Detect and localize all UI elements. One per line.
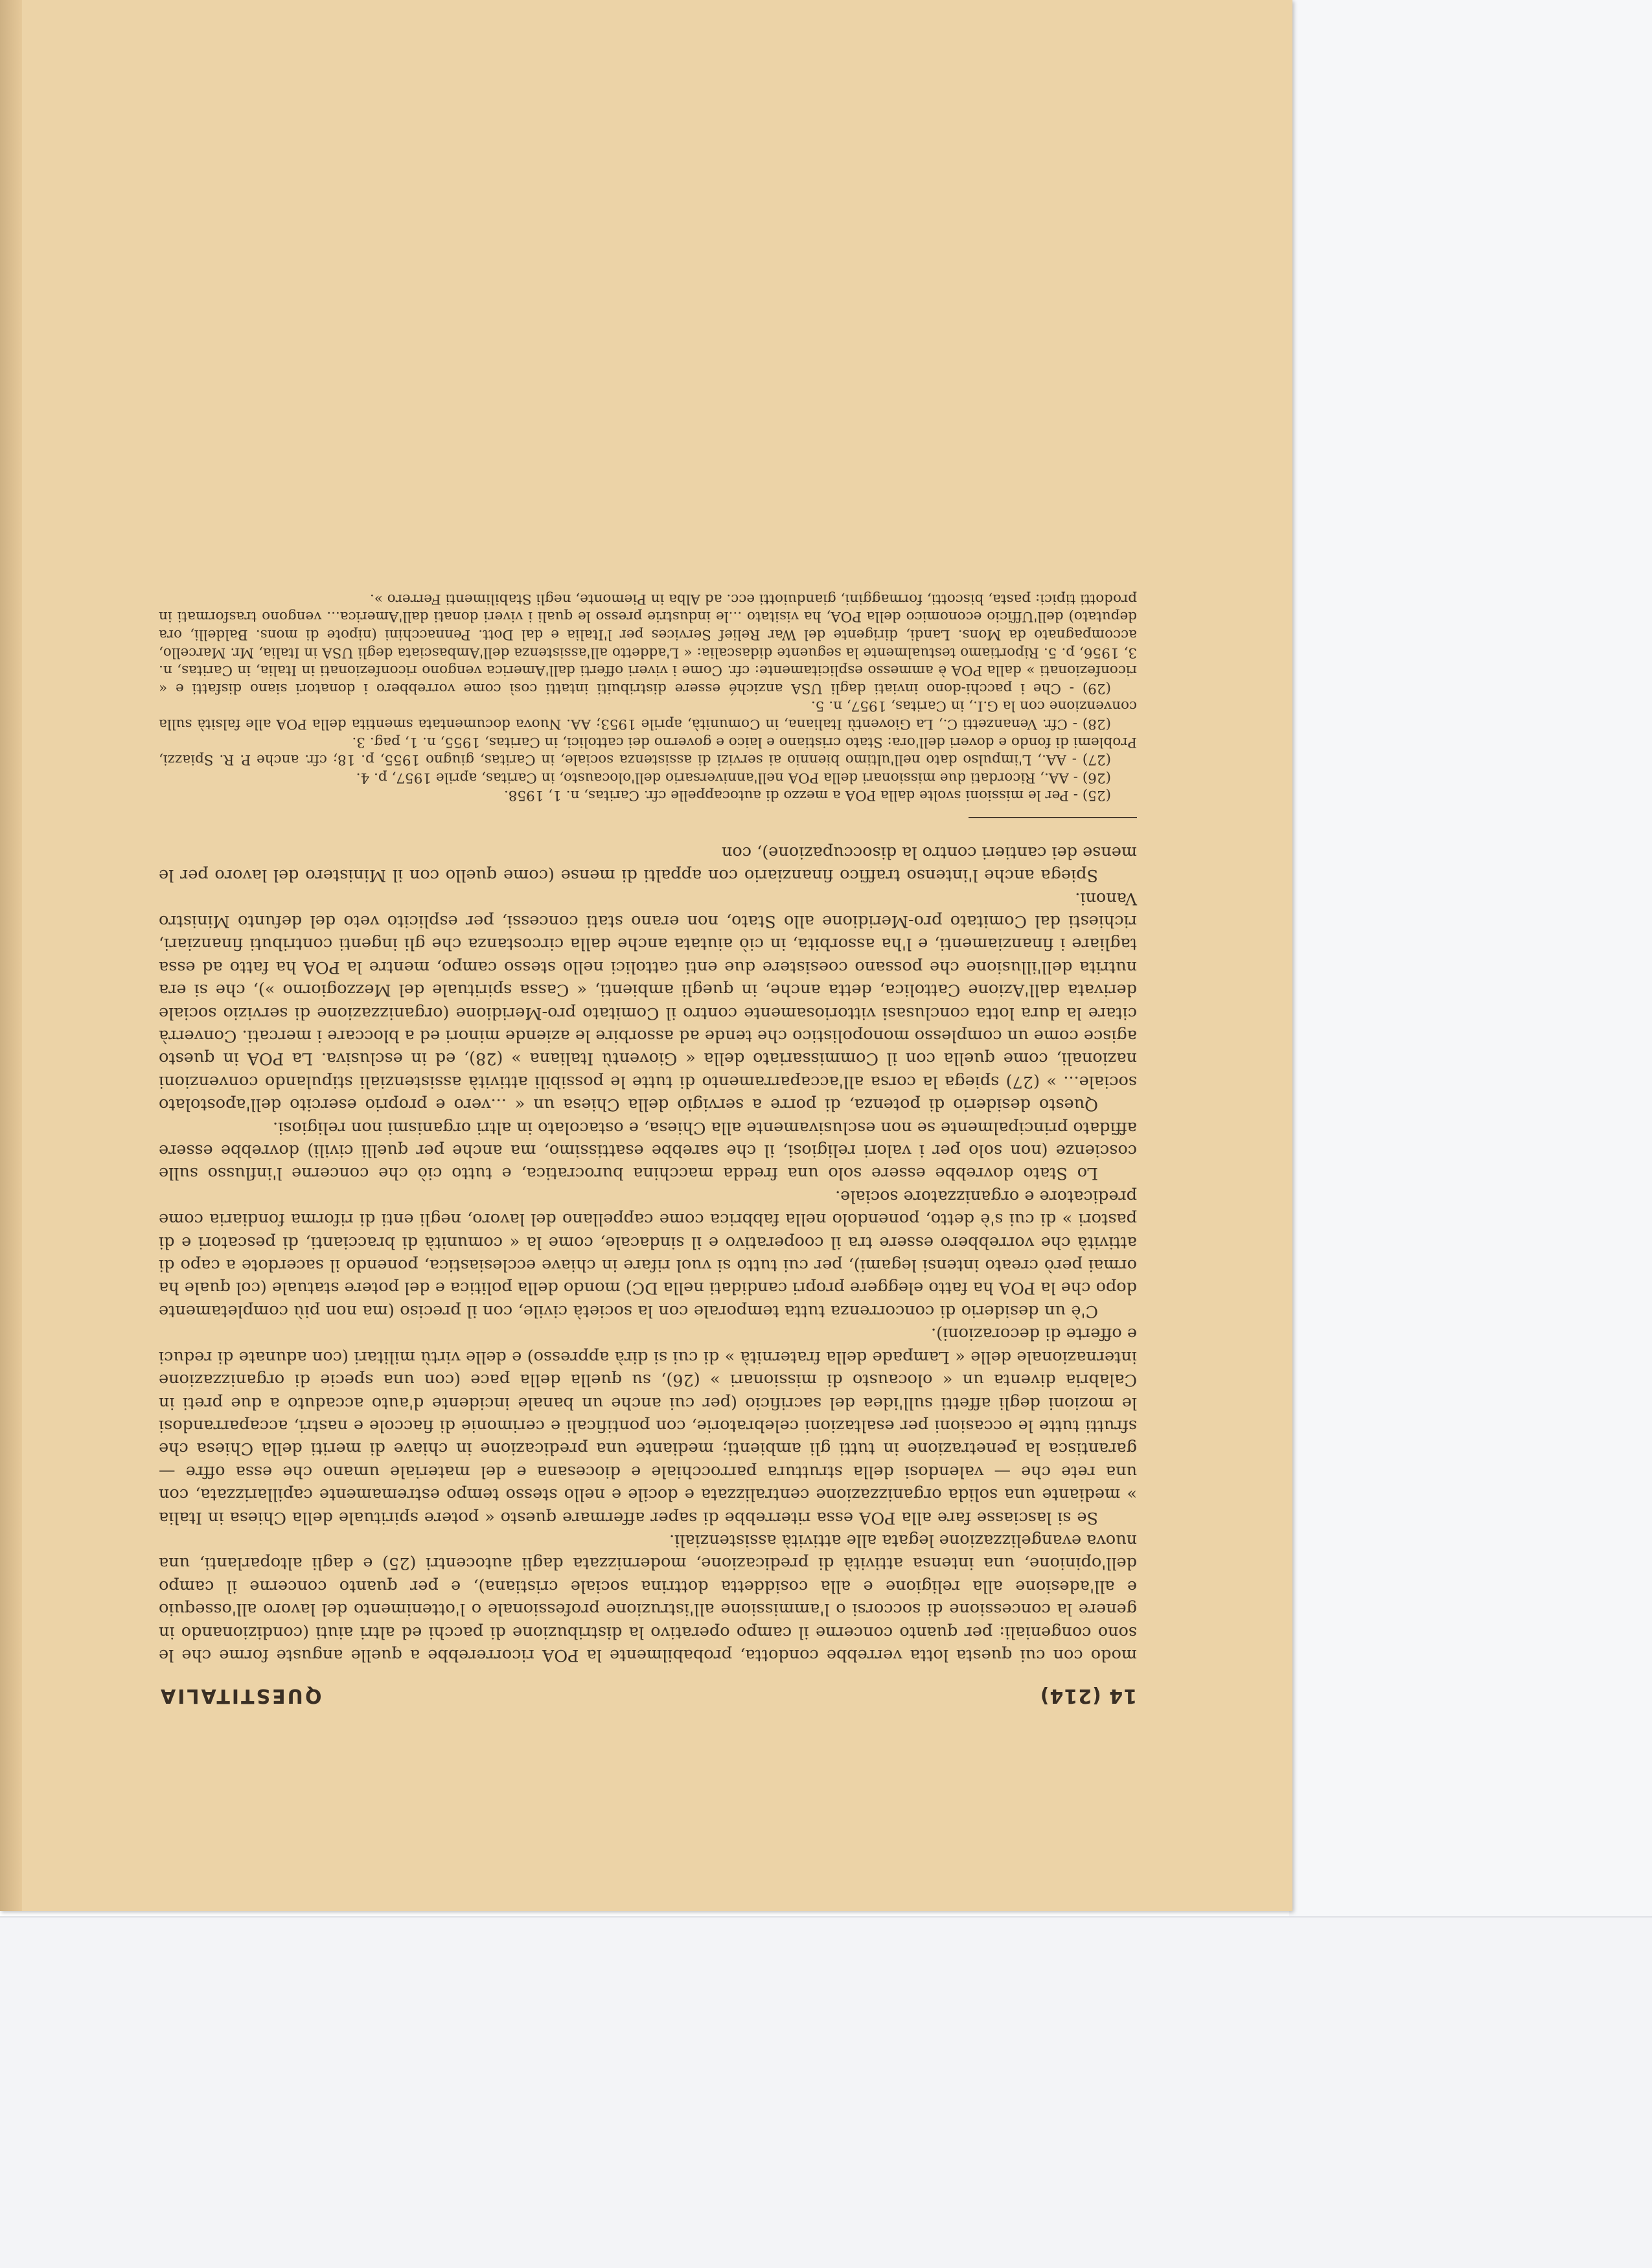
footnote: (26) - AA., Ricordati due missionari della POA nell'anniversario dell'olocausto, in Caritas, aprile 1957, p. 4. bbox=[356, 769, 1111, 786]
scanner-bed bbox=[1289, 0, 1652, 1918]
page-content-upside-down bbox=[159, 139, 1137, 1707]
footnote: (27) - AA., L'impulso dato nell'ultimo biennio ai servizi di assistenza sociale, in Caritas, giugno 1955, p. 18; cfr. anche P. R. Spiazzi, Problemi di fondo e doveri dell'ora: Stato cristiano e laico e governo dei cattolici, in Caritas, 1955, n. 1, pag. 3. bbox=[159, 733, 1137, 768]
body-paragraph: C'è un desiderio di concorrenza tutta temporale con la società civile, con il preciso (ma non più completamente dopo che la POA ha fatto eleggere propri candidati nella DC) mondo della politica e del potere statuale (col quale ha ormai però creato intensi legami), per cui tutto si vuol rifare in chiave ecclesiastica, ponendo il sacerdote a capo di attività che vorrebbero essere tra il cooperativo e il sindacale, come la « comunità di braccianti, di pescatori e di pastori » di cui s'è detto, ponendolo nella fabbrica come cappellano del lavoro, negli enti di riforma fondiaria come predicatore e organizzatore sociale. bbox=[159, 1186, 1137, 1321]
page-edge-shadow bbox=[0, 0, 22, 1911]
body-paragraph: Questo desiderio di potenza, di porre a servigio della Chiesa un « ...vero e proprio esercito dell'apostolato sociale... » (27) spiega la corsa all'accaparramento di tutte le possibili attività assistenziali stipulando convenzioni nazionali, come quella con il Commissariato della « Gioventù Italiana » (28), ed in esclusiva. La POA in questo agisce come un complesso monopolistico che tende ad assorbire le aziende minori ed a bloccare i mercati. Converrà citare la dura lotta conclusasi vittoriosamente contro il Comitato pro-Meridione (organizzazione di servizio sociale derivata dall'Azione Cattolica, detta anche, in quegli ambienti, « Cassa spirituale del Mezzogiorno »), che si era nutrita dell'illusione che possano coesistere due enti cattolici nello stesso campo, mentre la POA ha fatto ad essa tagliare i finanziamenti, e l'ha assorbita, in ciò aiutata anche dalla circostanza che gli ingenti contributi finanziari, richiesti dal Comitato pro-Meridione allo Stato, non erano stati concessi, per esplicito veto del defunto Ministro Vanoni. bbox=[159, 888, 1137, 1115]
running-head bbox=[159, 1684, 1137, 1707]
footnote: (28) - Cfr. Venanzetti C., La Gioventù Italiana, in Comunità, aprile 1953; AA. Nuova documentata smentita della POA alle falsità sulla convenzione con la G.I., in Caritas, 1957, n. 5. bbox=[159, 698, 1137, 732]
body-paragraph: Se si lasciasse fare alla POA essa riterrebbe di saper affermare questo « potere spirituale della Chiesa in Italia » mediante una solida organizzazione centralizzata e docile e nello stesso tempo estremamente capillarizzata, con una rete che — valendosi della struttura parrocchiale e diocesana e del materiale umano che essa offre — garantisca la penetrazione in tutti gli ambienti; mediante una predicazione in chiave di meriti della Chiesa che sfrutti tutte le occasioni per esaltazioni celebratorie, con pontificali e cerimonie di fiaccole e nastri, accaparrandosi le mozioni degli affetti sull'idea del sacrificio (per cui anche un banale incidente d'auto accaduto a due preti in Calabria diventa un « olocausto di missionari » (26), su quella della pace (con una specie di organizzazione internazionale delle « Lampade della fraternità » di cui si dirà appresso) e delle virtù militari (con adunate di reduci e offerte di decorazioni). bbox=[159, 1324, 1137, 1528]
scanner-bed-bottom bbox=[0, 1918, 1652, 2268]
body-paragraph: Lo Stato dovrebbe essere solo una fredda macchina burocratica, e tutto ciò che concerne l'influsso sulle coscienze (non solo per i valori religiosi, il che sarebbe esattissimo, ma anche per quelli civili) dovrebbe essere affidato principalmente se non esclusivamente alla Chiesa, e ostacolato in altri organismi non religiosi. bbox=[159, 1117, 1137, 1184]
publication-title: QUESTITALIA bbox=[159, 1684, 322, 1707]
footnote: (25) - Per le missioni svolte dalla POA a mezzo di autocappelle cfr. Caritas, n. 1, 1958. bbox=[503, 787, 1111, 804]
footnote-divider bbox=[969, 817, 1137, 818]
body-paragraph: Spiega anche l'intenso traffico finanziario con appalti di mense (come quello con il Ministero del lavoro per le mense dei cantieri contro la disoccupazione), con bbox=[159, 842, 1137, 886]
footnote: (29) - Che i pacchi-dono inviati dagli USA anziché essere distribuiti intatti così come vorrebbero i donatori siano disfatti e « riconfezionati » dalla POA è ammesso esplicitamente: cfr. Come i viveri offerti dall'America vengono riconfezionati in Italia, in Caritas, n. 3, 1956, p. 5. Riportiamo testualmente la seguente didascalia: « L'addetto all'assistenza dell'Ambasciata degli USA in Italia, Mr. Marcello, accompagnato da Mons. Landi, dirigente del War Relief Services per l'Italia e dal Dott. Pennacchini (nipote di mons. Baldelli, ora deputato) dell'Ufficio economico della POA, ha visitato ...le industrie presso le quali i viveri donati dall'America... vengono trasformati in prodotti tipici: pasta, biscotti, formaggini, gianduiotti ecc. ad Alba in Piemonte, negli Stabilimenti Ferrero ». bbox=[159, 590, 1137, 696]
body-paragraph: modo con cui questa lotta verrebbe condotta, probabilmente la POA ricorrerebbe a quelle anguste forme che le sono congeniali: per quanto concerne il campo operativo la distribuzione di pacchi ed altri aiuti (condizionando in genere la concessione di soccorsi o l'ammissione all'istruzione professionale o l'ottenimento del lavoro all'ossequio e all'adesione alla religione e alla cosiddetta dottrina sociale cristiana), e per quanto concerne il campo dell'opinione, una intensa attività di predicazione, modernizzata dagli autocentri (25) e dagli altoparlanti, una nuova evangelizzazione legata alle attività assistenziali. bbox=[159, 1530, 1137, 1665]
page-number: 14 (214) bbox=[1039, 1684, 1137, 1707]
